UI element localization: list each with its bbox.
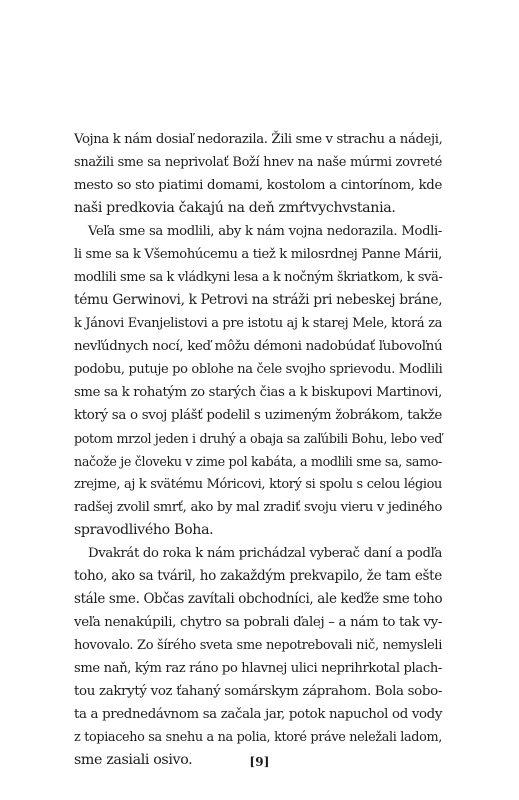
text-line: ta a prednedávnom sa začala jar, potok napuchol od vody	[74, 707, 442, 722]
text-line: načože je človeku v zime pol kabáta, a modlili sme sa, samo-	[74, 454, 442, 469]
text-line: sme zasiali osivo.	[74, 752, 193, 768]
text-line: Veľa sme sa modlili, aby k nám vojna nedorazila. Modli-	[88, 224, 442, 239]
text-line: stále sme. Občas zavítali obchodníci, ale keďže sme toho	[74, 591, 443, 607]
text-line: sme sa k rohatým zo starých čias a k biskupovi Martinovi,	[74, 385, 442, 400]
text-line: Dvakrát do roka k nám prichádzal vyberač daní a podľa	[88, 546, 442, 561]
text-line: z topiaceho sa snehu a na polia, ktoré práve neležali ladom,	[74, 730, 442, 745]
text-line: tému Gerwinovi, k Petrovi na stráži pri nebeskej bráne,	[74, 292, 443, 308]
body-text	[74, 128, 442, 772]
text-line: hovovalo. Zo šírého sveta sme nepotrebovali nič, nemysleli	[74, 638, 442, 653]
text-line: ktorý sa o svoj plášť podelil s uzimeným žobrákom, takže	[74, 408, 442, 423]
text-line: modlili sme sa k vládkyni lesa a k nočným škriatkom, k svä-	[74, 270, 443, 285]
paragraph-3	[74, 542, 442, 772]
page-number: [9]	[249, 755, 270, 769]
text-line: li sme sa k Všemohúcemu a tiež k milosrdnej Panne Márii,	[74, 247, 442, 262]
text-line: zrejme, aj k svätému Móricovi, ktorý si spolu s celou légiou	[74, 477, 442, 492]
text-line: tou zakrytý voz ťahaný somárskym záprahom. Bola sobo-	[74, 684, 442, 699]
text-line: veľa nenakúpili, chytro sa pobrali ďalej – a nám to tak vy-	[74, 615, 442, 630]
text-line: potom mrzol jeden i druhý a obaja sa zaľúbili Bohu, lebo veď	[74, 431, 443, 446]
text-line: nevľúdnych nocí, keď môžu démoni nadobúdať ľubovoľnú	[74, 339, 443, 354]
text-line: toho, ako sa tváril, ho zakaždým prekvapilo, že tam ešte	[74, 568, 442, 584]
text-line: radšej zvolil smrť, ako by mal zradiť svoju vieru v jediného	[74, 500, 442, 515]
text-line: sme naň, kým raz ráno po hlavnej ulici neprihrkotal plach-	[74, 661, 442, 676]
text-line: naši predkovia čakajú na deň zmŕtvychvstania.	[74, 200, 396, 216]
paragraph-2	[74, 220, 442, 542]
text-line: Vojna k nám dosiaľ nedorazila. Žili sme v strachu a nádeji,	[74, 132, 443, 147]
text-line: spravodlivého Boha.	[74, 522, 214, 538]
text-line: mesto so sto piatimi domami, kostolom a cintorínom, kde	[74, 178, 442, 193]
text-line: k Jánovi Evanjelistovi a pre istotu aj k starej Mele, ktorá za	[74, 316, 442, 331]
paragraph-1	[74, 128, 442, 220]
text-line: podobu, putuje po oblohe na čele svojho sprievodu. Modlili	[74, 362, 443, 377]
text-line: snažili sme sa neprivolať Boží hnev na naše múrmi zovreté	[74, 155, 442, 170]
